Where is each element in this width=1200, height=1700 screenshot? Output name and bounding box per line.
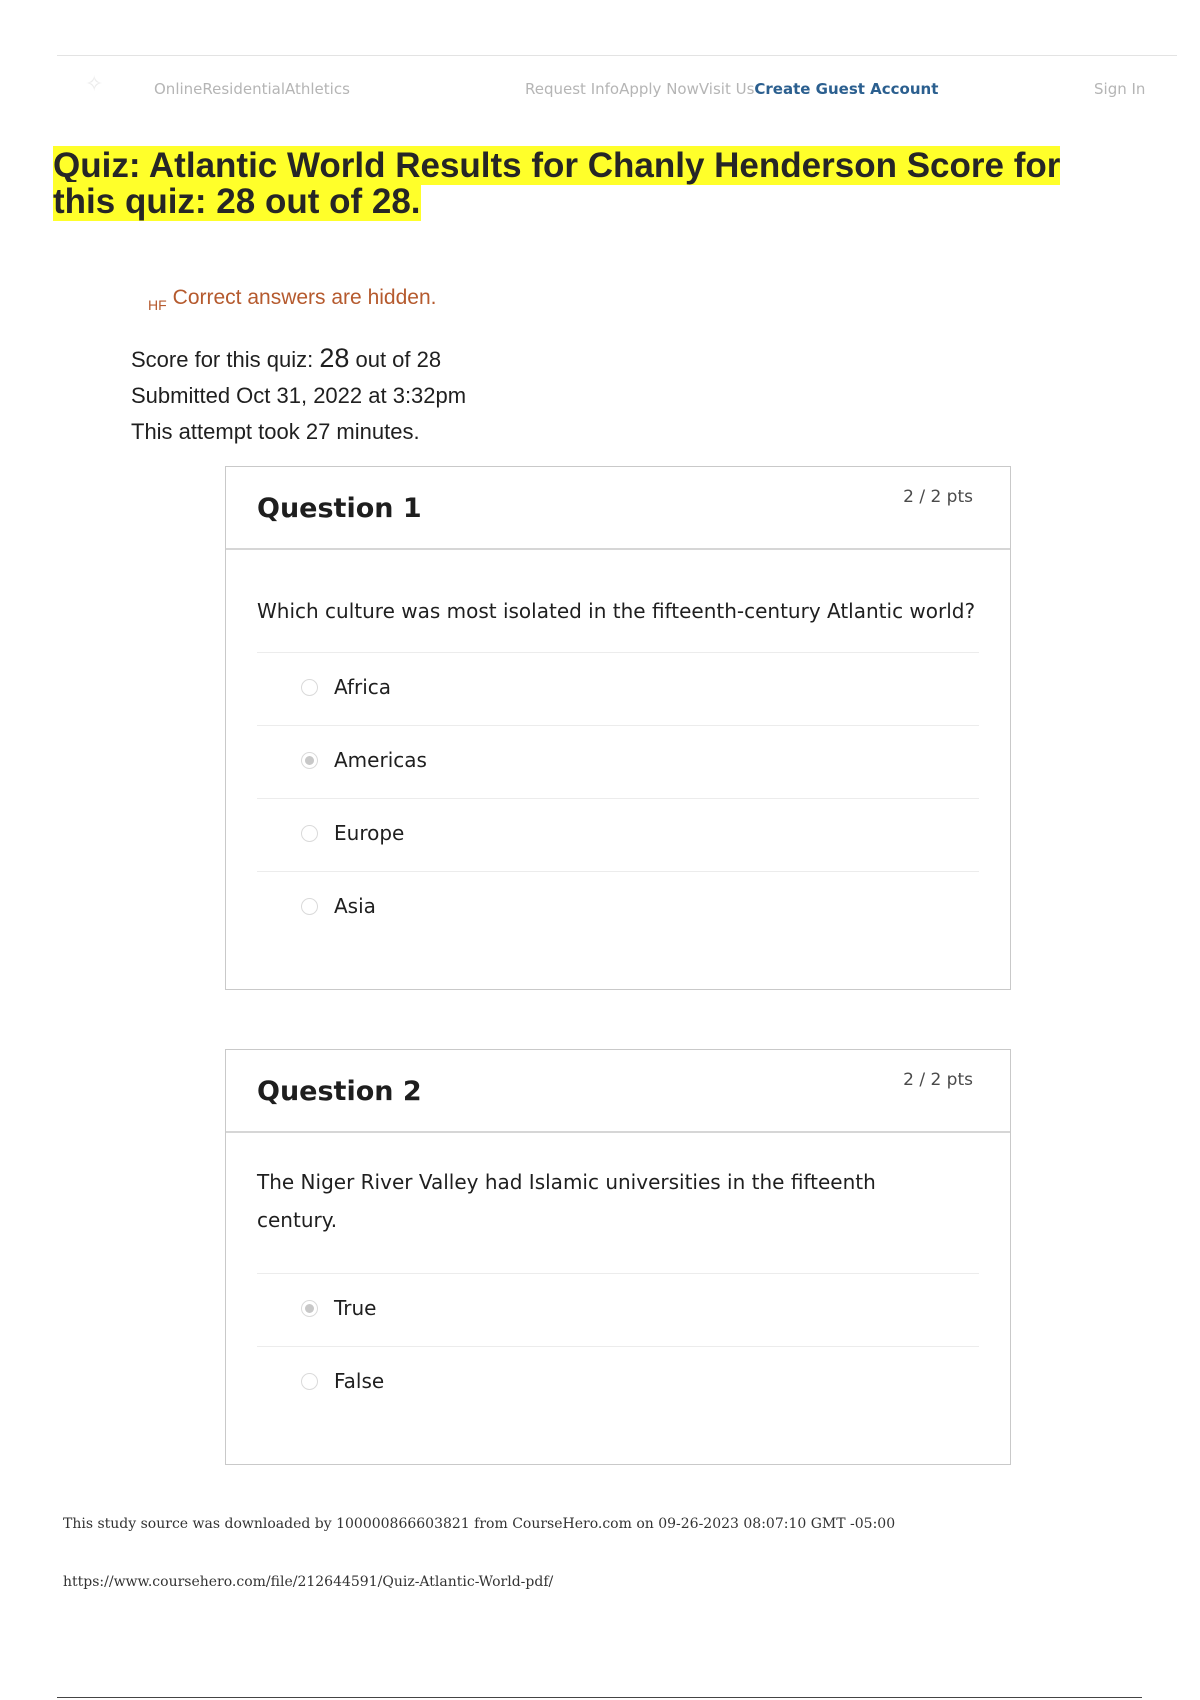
page-title — [53, 148, 1073, 220]
top-divider — [57, 55, 1177, 56]
top-navigation — [0, 72, 1200, 102]
nav-request-apply-visit[interactable]: Request InfoApply NowVisit Us — [525, 80, 755, 98]
question-title: Question 2 — [257, 1076, 422, 1107]
score-line — [131, 340, 466, 378]
notice-text: Correct answers are hidden. — [172, 286, 437, 309]
answer-option[interactable] — [257, 653, 979, 726]
radio-button[interactable] — [301, 825, 318, 842]
answer-label: True — [334, 1296, 377, 1320]
answer-option[interactable] — [257, 1274, 979, 1347]
score-value: 28 — [319, 343, 350, 373]
answer-label: Asia — [334, 894, 376, 918]
score-prefix: Score for this quiz: — [131, 347, 320, 372]
answer-label: Africa — [334, 675, 392, 699]
answer-label: Americas — [334, 748, 427, 772]
answer-option[interactable] — [257, 872, 979, 944]
answer-option[interactable] — [257, 726, 979, 799]
score-suffix: out of 28 — [349, 347, 442, 372]
question-card-2 — [225, 1049, 1011, 1465]
answer-option[interactable] — [257, 799, 979, 872]
answers-hidden-notice — [148, 286, 437, 313]
question-header — [226, 467, 1010, 550]
question-card-1 — [225, 466, 1011, 990]
answer-list — [257, 1273, 979, 1419]
answer-option[interactable] — [257, 1347, 979, 1419]
source-url[interactable]: https://www.coursehero.com/file/212644591/Quiz-Atlantic-World-pdf/ — [63, 1574, 554, 1590]
radio-button[interactable] — [301, 898, 318, 915]
question-text: The Niger River Valley had Islamic universities in the fifteenth century. — [257, 1170, 876, 1232]
sign-in-link[interactable]: Sign In — [1094, 80, 1146, 98]
nav-primary-links[interactable]: OnlineResidentialAthletics — [154, 80, 350, 98]
submitted-line: Submitted Oct 31, 2022 at 3:32pm — [131, 383, 467, 408]
answer-list — [257, 652, 979, 944]
site-logo[interactable]: ✧ — [85, 72, 104, 97]
question-points: 2 / 2 pts — [903, 487, 973, 507]
question-title: Question 1 — [257, 493, 422, 524]
page-title-text: Quiz: Atlantic World Results for Chanly Henderson Score for this quiz: 28 out of 28. — [53, 146, 1061, 221]
create-guest-account-link[interactable]: Create Guest Account — [754, 80, 939, 98]
answer-label: Europe — [334, 821, 405, 845]
question-header — [226, 1050, 1010, 1133]
question-points: 2 / 2 pts — [903, 1070, 973, 1090]
bottom-divider — [57, 1697, 1142, 1698]
notice-prefix: HF — [148, 297, 167, 313]
duration-line: This attempt took 27 minutes. — [131, 419, 420, 444]
radio-button[interactable] — [301, 679, 318, 696]
answer-label: False — [334, 1369, 385, 1393]
quiz-summary — [131, 340, 466, 450]
question-text: Which culture was most isolated in the fifteenth-century Atlantic world? — [257, 599, 976, 623]
radio-button-selected[interactable] — [301, 752, 318, 769]
download-notice: This study source was downloaded by 100000866603821 from CourseHero.com on 09-26-2023 08:07:10 GMT -05:00 — [63, 1516, 896, 1532]
radio-button[interactable] — [301, 1373, 318, 1390]
nav-secondary-links — [525, 80, 938, 98]
radio-button-selected[interactable] — [301, 1300, 318, 1317]
